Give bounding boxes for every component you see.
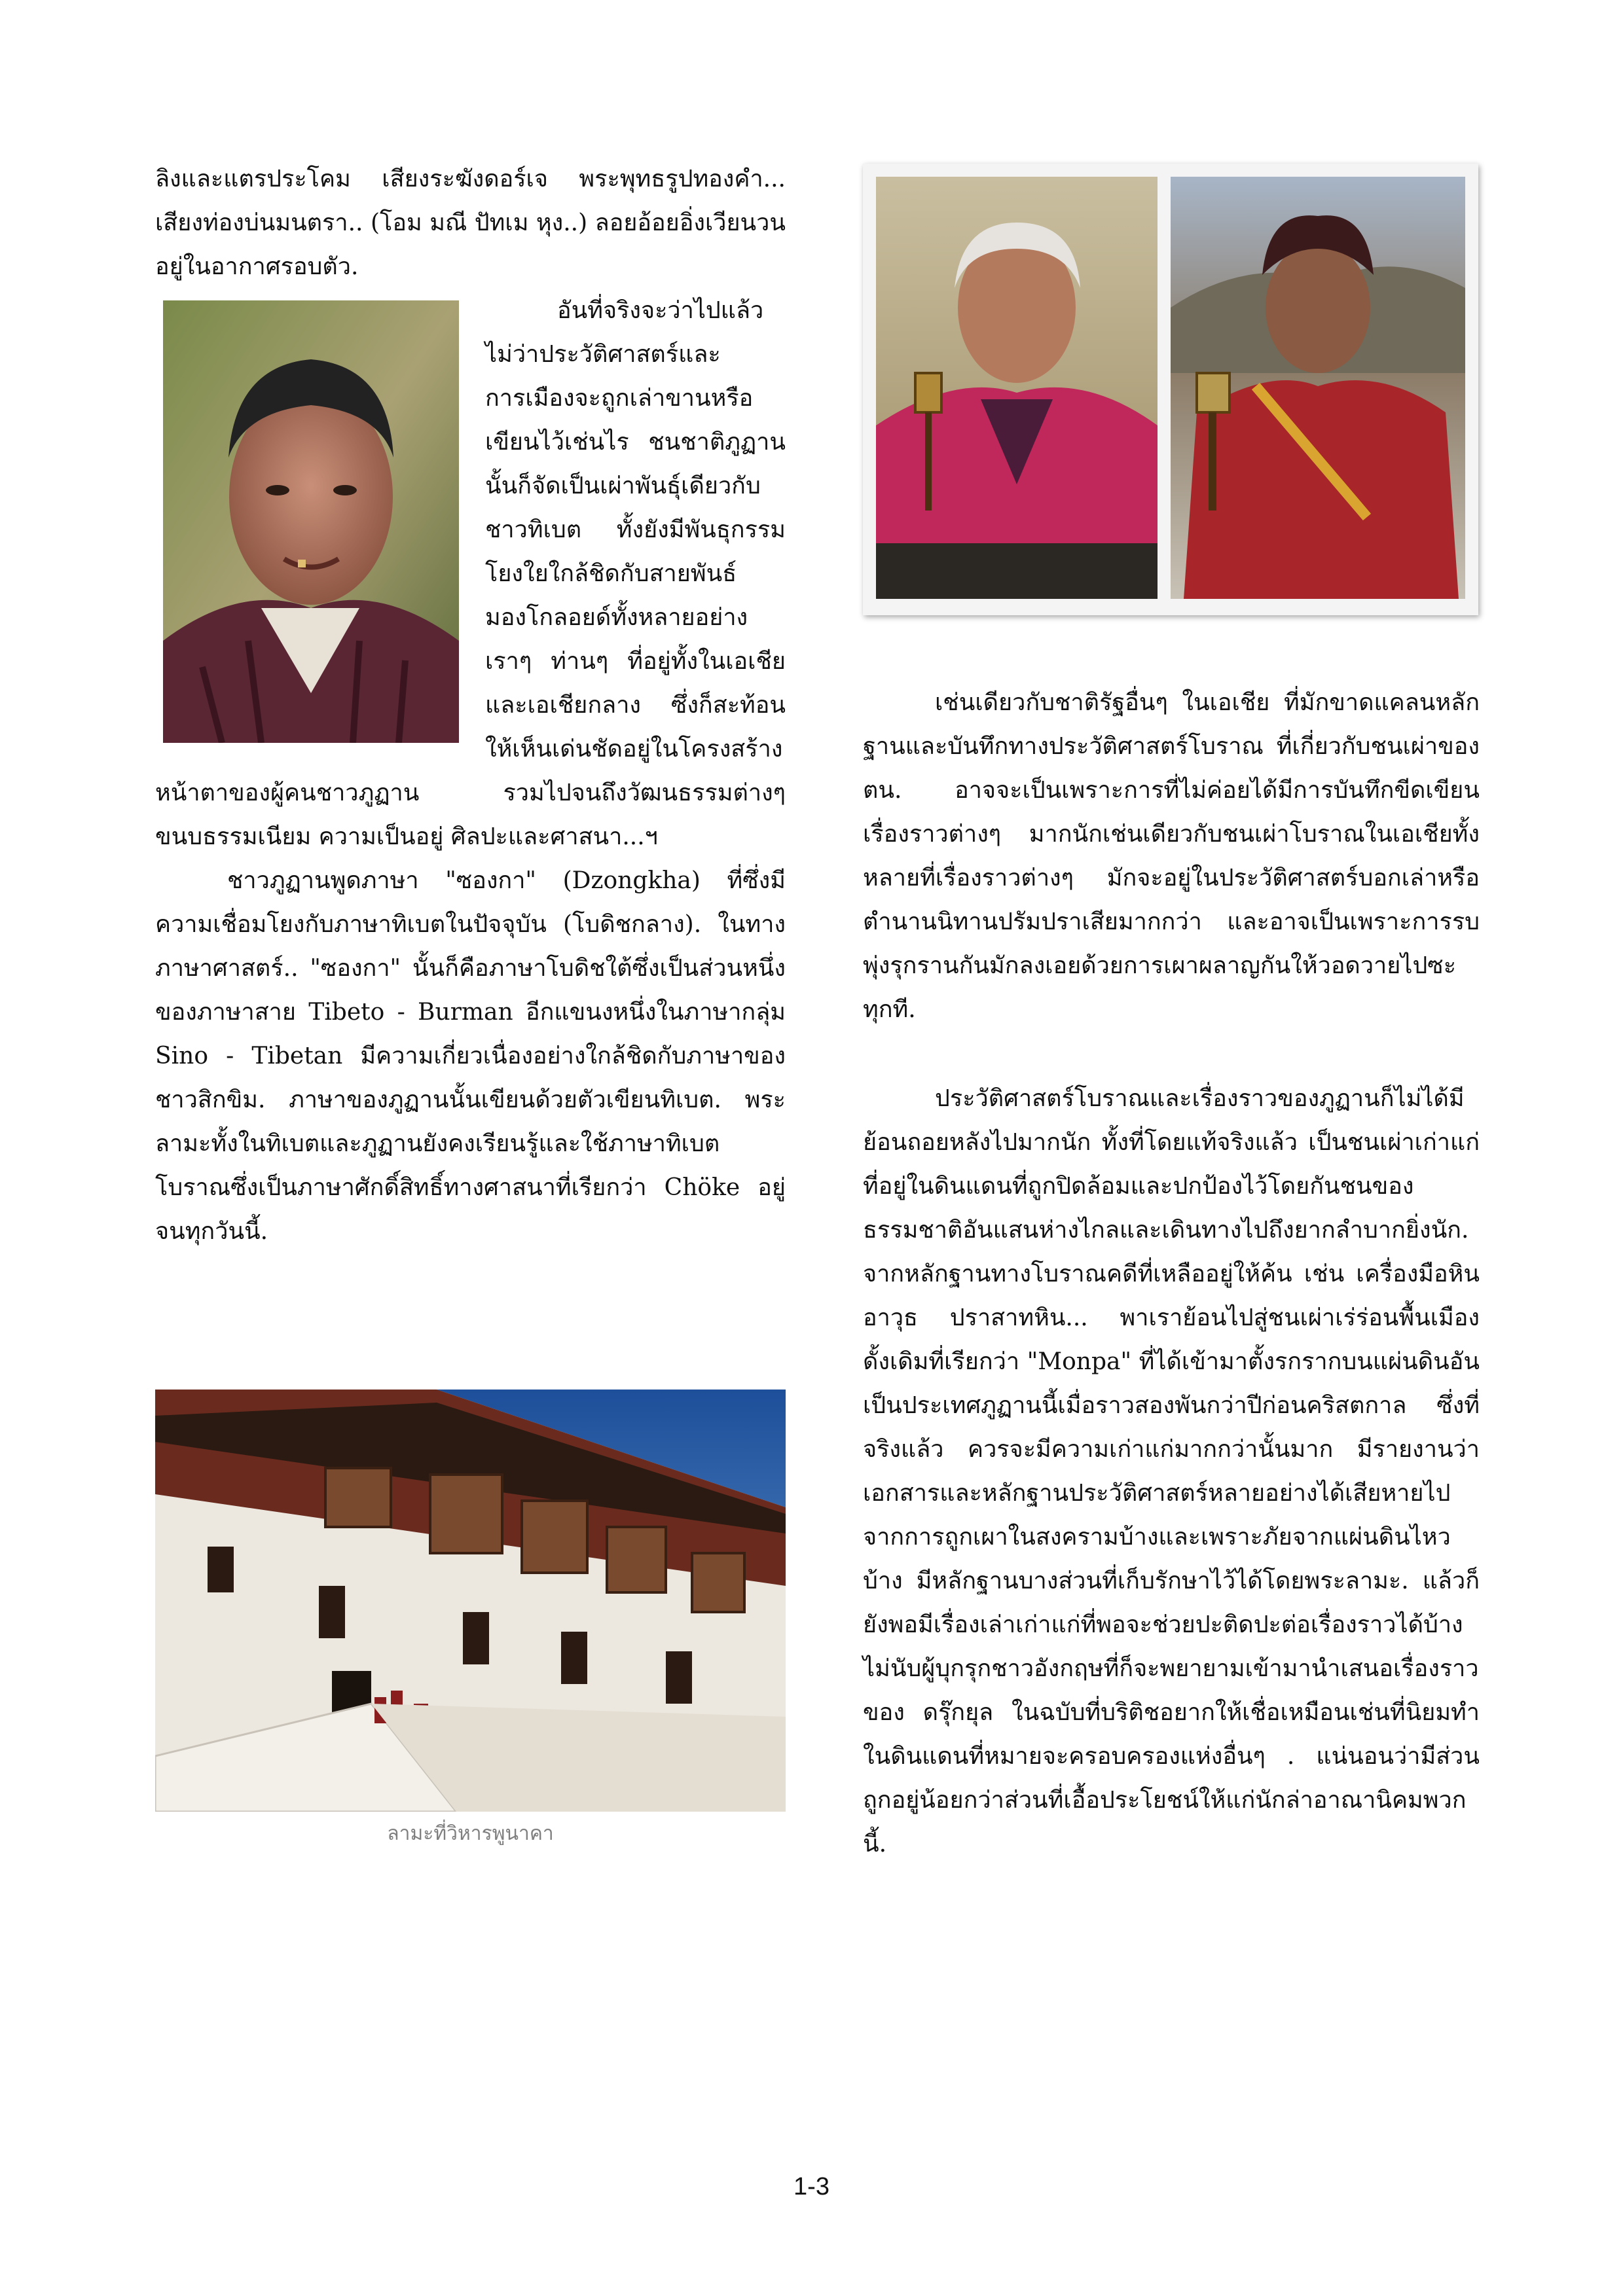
paragraph: ประวัติศาสตร์โบราณและเรื่องราวของภูฏานก็ไม่ได้มีย้อนถอยหลังไปมากนัก ทั้งที่โดยแท้จริงแล้ว เป็นชนเผ่าเก่าแก่ที่อยู่ในดินแดนที่ถูกปิดล้อมและปกป้องไว้โดยกันชนของธรรมชาติอันแสนห่างไกลและเดินทางไปถึงยากลำบากยิ่งนัก. จากหลักฐานทางโบราณคดีที่เหลืออยู่ให้ค้น เช่น เครื่องมือหิน อาวุธ ปราสาทหิน... พาเราย้อนไปสู่ชนเผ่าเร่ร่อนพื้นเมืองดั้งเดิมที่เรียกว่า "Monpa" ที่ได้เข้ามาตั้งรกรากบนแผ่นดินอันเป็นประเทศภูฏานนี้เมื่อราวสองพันกว่าปีก่อนคริสตกาล ซึ่งที่จริงแล้ว ควรจะมีความเก่าแก่มากกว่านั้นมาก มีรายงานว่าเอกสารและหลักฐานประวัติศาสตร์หลายอย่างได้เสียหายไปจากการถูกเผาในสงครามบ้างและเพราะภัยจากแผ่นดินไหวบ้าง มีหลักฐานบางส่วนที่เก็บรักษาไว้ได้โดยพระลามะ. แล้วก็ยังพอมีเรื่องเล่าเก่าแก่ที่พอจะช่วยปะติดปะต่อเรื่องราวได้บ้าง ไม่นับผู้บุกรุกชาวอังกฤษที่ก็จะพยายามเข้ามานำเสนอเรื่องราวของ ดรุ๊กยุล ในฉบับที่บริติชอยากให้เชื่อเหมือนเช่นที่นิยมทำในดินแดนที่หมายจะครอบครองแห่งอื่นๆ . แน่นอนว่ามีส่วนถูกอยู่น้อยกว่าส่วนที่เอื้อประโยชน์ให้แก่นักล่าอาณานิคมพวกนี้.	[863, 1085, 1480, 1857]
photo-monk-prayer-wheel	[1171, 177, 1465, 599]
paragraph: ลิงและแตรประโคม เสียงระฆังดอร์เจ พระพุทธรูปทองคำ... เสียงท่องบ่นมนตรา.. (โอม มณี ปัทเม หุง..) ลอยอ้อยอิ่งเวียนวนอยู่ในอากาศรอบตัว.	[155, 166, 786, 280]
page-number: 1-3	[793, 2173, 830, 2200]
temple-photo	[155, 1390, 786, 1812]
photo-pair-frame	[863, 164, 1478, 615]
right-text-column-bottom	[863, 1077, 1480, 1866]
paragraph: เช่นเดียวกับชาติรัฐอื่นๆ ในเอเชีย ที่มักขาดแคลนหลักฐานและบันทึกทางประวัติศาสตร์โบราณ ที่เกี่ยวกับชนเผ่าของตน. อาจจะเป็นเพราะการที่ไม่ค่อยได้มีการบันทึกขีดเขียนเรื่องราวต่างๆ มากนักเช่นเดียวกับชนเผ่าโบราณในเอเชียทั้งหลายที่เรื่องราวต่างๆ มักจะอยู่ในประวัติศาสตร์บอกเล่าหรือตำนานนิทานปรัมปราเสียมากกว่า และอาจเป็นเพราะการรบพุ่งรุกรานกันมักลงเอยด้วยการเผาผลาญกันให้วอดวายไปซะทุกที.	[863, 689, 1480, 1023]
right-text-column-top	[863, 681, 1480, 1031]
portrait-photo-man	[163, 300, 459, 743]
paragraph: ชาวภูฏานพูดภาษา "ซองกา" (Dzongkha) ที่ซึ่งมีความเชื่อมโยงกับภาษาทิเบตในปัจจุบัน (โบดิชกลาง). ในทางภาษาศาสตร์.. "ซองกา" นั้นก็คือภาษาโบดิชใต้ซึ่งเป็นส่วนหนึ่งของภาษาสาย Tibeto - Burman อีกแขนงหนึ่งในภาษากลุ่ม Sino - Tibetan มีความเกี่ยวเนื่องอย่างใกล้ชิดกับภาษาของชาวสิกขิม. ภาษาของภูฏานนั้นเขียนด้วยตัวเขียนทิเบต. พระลามะทั้งในทิเบตและภูฏานยังคงเรียนรู้และใช้ภาษาทิเบตโบราณซึ่งเป็นภาษาศักดิ์สิทธิ์ทางศาสนาที่เรียกว่า Chöke อยู่จนทุกวันนี้.	[155, 867, 786, 1245]
paragraph: อันที่จริงจะว่าไปแล้ว ไม่ว่าประวัติศาสตร์และการเมืองจะถูกเล่าขานหรือเขียนไว้เช่นไร ชนชาติภูฏานนั้นก็จัดเป็นเผ่าพันธุ์เดียวกับชาวทิเบต ทั้งยังมีพันธุกรรมโยงใยใกล้ชิดกับสายพันธ์มองโกลอยด์ทั้งหลายอย่างเราๆ ท่านๆ ที่อยู่ทั้งในเอเชียและเอเชียกลาง ซึ่งก็สะท้อนให้เห็นเด่นชัดอยู่ในโครงสร้างหน้าตาของผู้คนชาวภูฏาน รวมไปจนถึงวัฒนธรรมต่างๆ ขนบธรรมเนียม ความเป็นอยู่ ศิลปะและศาสนา...ฯ	[155, 297, 786, 850]
photo-woman-prayer-wheel	[876, 177, 1158, 599]
photo-caption: ลามะที่วิหารพูนาคา	[387, 1822, 554, 1845]
left-text-column	[155, 157, 786, 1253]
